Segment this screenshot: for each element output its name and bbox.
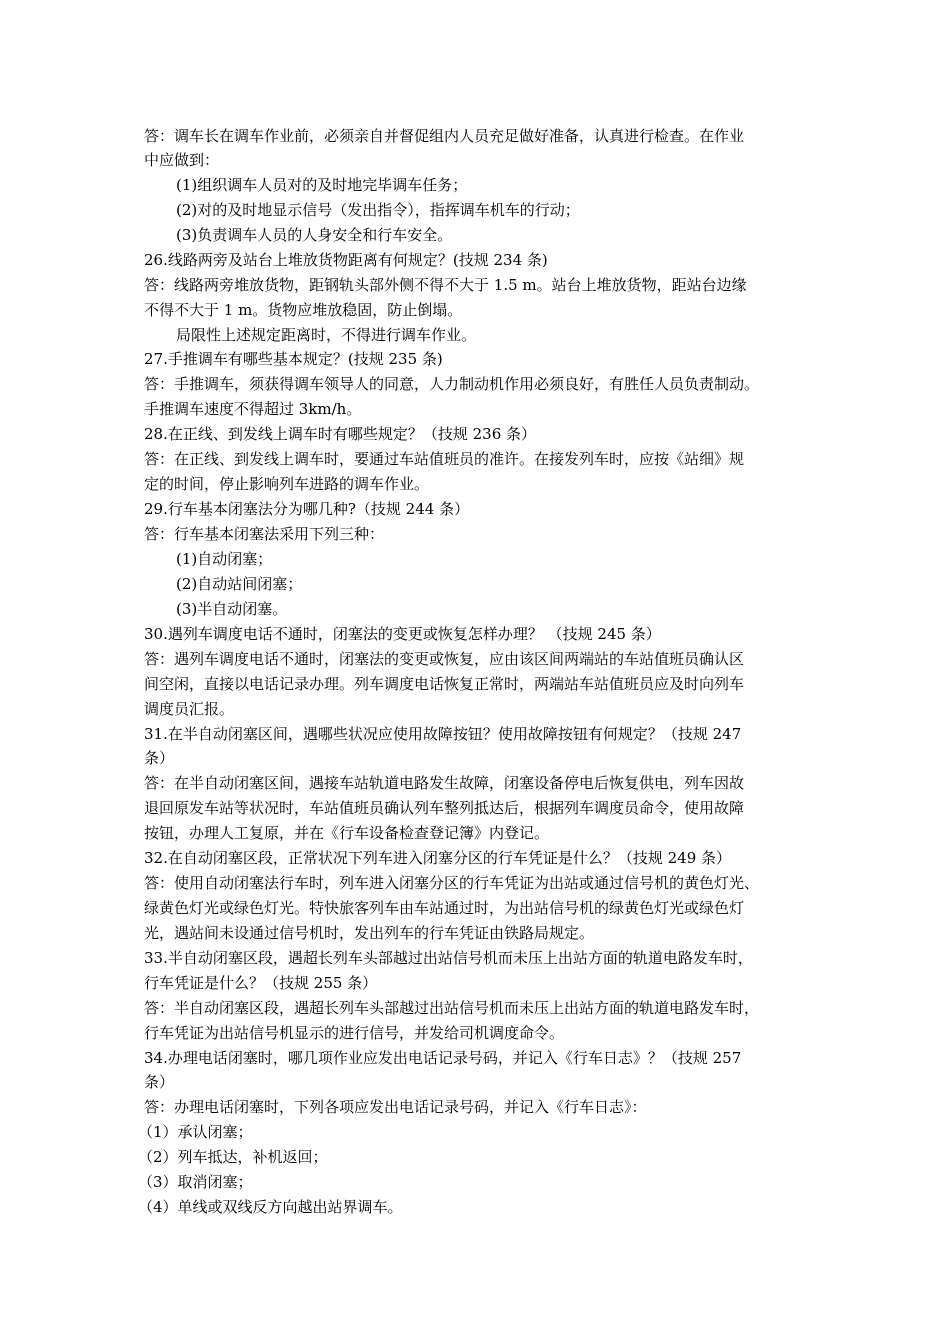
- answer-33-line-2: 行车凭证为出站信号机显示的进行信号，并发给司机调度命令。: [144, 1024, 565, 1042]
- answer-32-line-1: 答：使用自动闭塞法行车时，列车进入闭塞分区的行车凭证为出站或通过信号机的黄色灯光、: [144, 874, 760, 892]
- answer-25-item-2: (2)对的及时地显示信号（发出指令），指挥调车机车的行动；: [176, 201, 580, 219]
- answer-34-item-2: （2）列车抵达，补机返回；: [138, 1148, 328, 1166]
- answer-34-item-4: （4）单线或双线反方向越出站界调车。: [138, 1198, 403, 1216]
- question-31-line-1: 31.在半自动闭塞区间，遇哪些状况应使用故障按钮？使用故障按钮有何规定？（技规 247: [144, 725, 742, 743]
- answer-26-line-2: 不得不大于 1 m。货物应堆放稳固，防止倒塌。: [144, 301, 463, 319]
- question-33-line-2: 行车凭证是什么？（技规 255 条）: [144, 974, 378, 992]
- answer-29-item-2: (2)自动站间闭塞；: [176, 575, 303, 593]
- answer-25-line-2: 中应做到：: [144, 151, 220, 169]
- question-31-line-2: 条）: [144, 749, 175, 767]
- question-29: 29.行车基本闭塞法分为哪几种?（技规 244 条）: [144, 500, 470, 518]
- answer-34-item-3: （3）取消闭塞；: [138, 1173, 253, 1191]
- answer-34-item-1: （1）承认闭塞；: [138, 1123, 253, 1141]
- answer-25-line-1: 答：调车长在调车作业前，必须亲自并督促组内人员充足做好准备，认真进行检查。在作业: [144, 127, 745, 145]
- answer-25-item-3: (3)负责调车人员的人身安全和行车安全。: [176, 226, 453, 244]
- answer-28-line-2: 定的时间，停止影响列车进路的调车作业。: [144, 475, 430, 493]
- question-34-line-1: 34.办理电话闭塞时，哪几项作业应发出电话记录号码，并记入《行车日志》？（技规 257: [144, 1049, 742, 1067]
- answer-32-line-2: 绿黄色灯光或绿色灯光。特快旅客列车由车站通过时，为出站信号机的绿黄色灯光或绿色灯: [144, 899, 745, 917]
- answer-30-line-2: 间空闲，直接以电话记录办理。列车调度电话恢复正常时，两端站车站值班员应及时向列车: [144, 675, 745, 693]
- answer-31-line-3: 按钮，办理人工复原，并在《行车设备检查登记簿》内登记。: [144, 824, 550, 842]
- question-27: 27.手推调车有哪些基本规定？(技规 235 条): [144, 350, 443, 368]
- question-26: 26.线路两旁及站台上堆放货物距离有何规定？(技规 234 条): [144, 251, 548, 269]
- answer-29-line-1: 答：行车基本闭塞法采用下列三种：: [144, 525, 385, 543]
- answer-27-line-2: 手推调车速度不得超过 3km/h。: [144, 400, 362, 418]
- question-34-line-2: 条）: [144, 1073, 175, 1091]
- question-28: 28.在正线、到发线上调车时有哪些规定？（技规 236 条）: [144, 425, 537, 443]
- answer-26-line-1: 答：线路两旁堆放货物，距钢轨头部外侧不得不大于 1.5 m。站台上堆放货物，距站台边缘: [144, 276, 747, 294]
- answer-27-line-1: 答：手推调车，须获得调车领导人的同意，人力制动机作用必须良好，有胜任人员负责制动。: [144, 375, 760, 393]
- question-30: 30.遇列车调度电话不通时，闭塞法的变更或恢复怎样办理？ （技规 245 条）: [144, 625, 661, 643]
- answer-34-line-1: 答：办理电话闭塞时，下列各项应发出电话记录号码，并记入《行车日志》：: [144, 1098, 647, 1116]
- answer-29-item-3: (3)半自动闭塞。: [176, 600, 288, 618]
- answer-31-line-1: 答：在半自动闭塞区间，遇接车站轨道电路发生故障，闭塞设备停电后恢复供电，列车因故: [144, 774, 745, 792]
- answer-25-item-1: (1)组织调车人员对的及时地完毕调车任务；: [176, 176, 468, 194]
- answer-30-line-1: 答：遇列车调度电话不通时，闭塞法的变更或恢复，应由该区间两端站的车站值班员确认区: [144, 650, 745, 668]
- answer-32-line-3: 光，遇站间未设通过信号机时，发出列车的行车凭证由铁路局规定。: [144, 924, 595, 942]
- answer-33-line-1: 答：半自动闭塞区段，遇超长列车头部越过出站信号机而未压上出站方面的轨道电路发车时，: [144, 999, 760, 1017]
- answer-26-line-3: 局限性上述规定距离时，不得进行调车作业。: [176, 326, 477, 344]
- answer-28-line-1: 答：在正线、到发线上调车时，要通过车站值班员的准许。在接发列车时，应按《站细》规: [144, 450, 745, 468]
- question-33-line-1: 33.半自动闭塞区段，遇超长列车头部越过出站信号机而未压上出站方面的轨道电路发车时，: [144, 949, 753, 967]
- answer-29-item-1: (1)自动闭塞；: [176, 550, 273, 568]
- answer-30-line-3: 调度员汇报。: [144, 700, 235, 718]
- answer-31-line-2: 退回原发车站等状况时，车站值班员确认列车整列抵达后，根据列车调度员命令，使用故障: [144, 799, 745, 817]
- question-32: 32.在自动闭塞区段，正常状况下列车进入闭塞分区的行车凭证是什么？（技规 249 条）: [144, 849, 732, 867]
